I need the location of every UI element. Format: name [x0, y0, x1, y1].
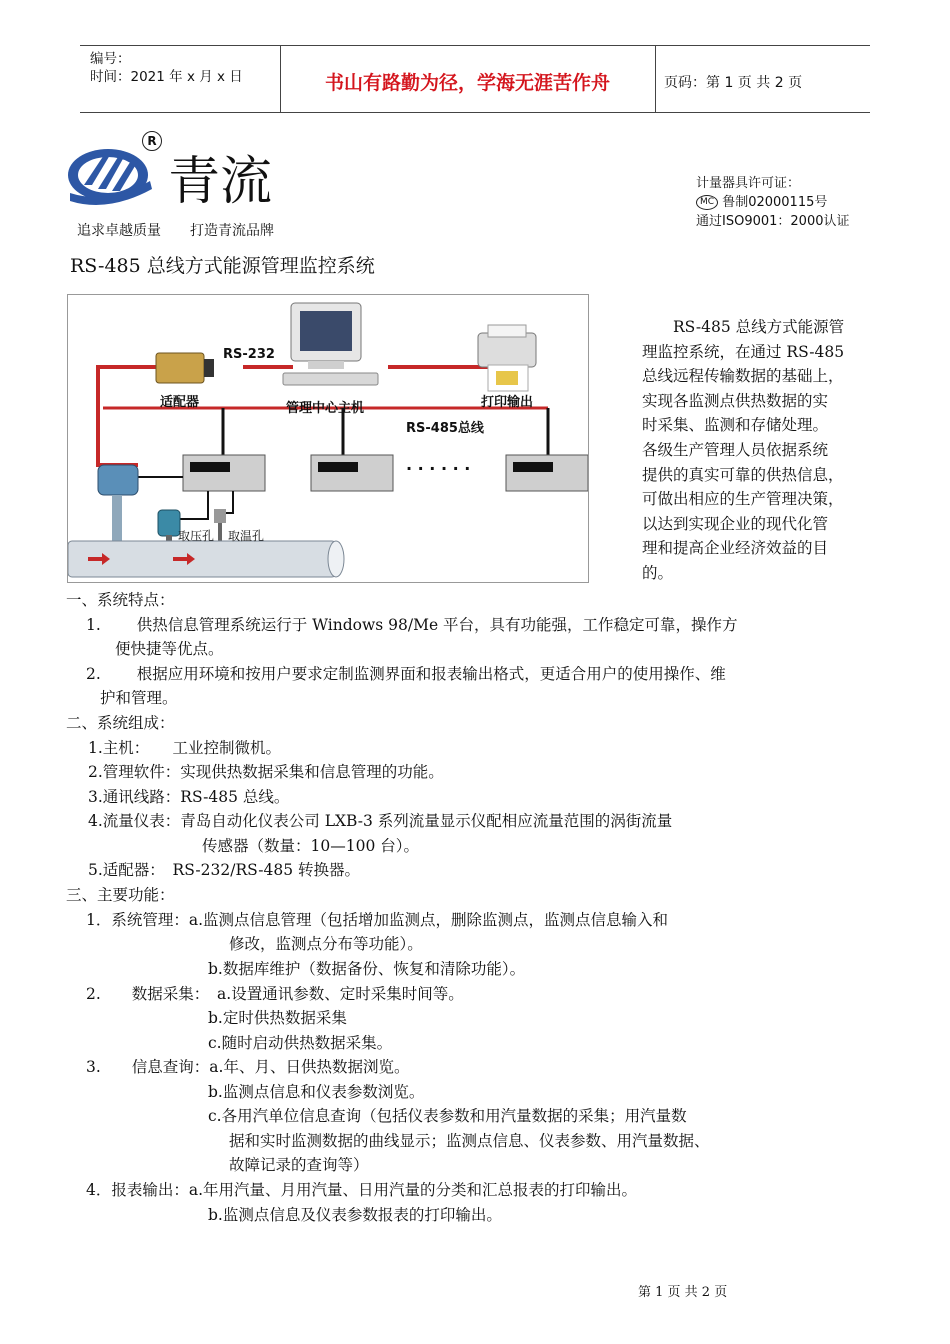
- host-label: 管理中心主机: [286, 401, 365, 416]
- function-1-line-2: 修改，监测点分布等功能）。: [229, 935, 423, 953]
- feature-2-line-2: 护和管理。: [100, 689, 178, 707]
- registered-mark: R: [142, 131, 162, 151]
- function-4-line-1: 4．报表输出：a.年用汽量、月用汽量、日用汽量的分类和汇总报表的打印输出。: [86, 1181, 638, 1199]
- side-line: 实现各监测点供热数据的实: [642, 391, 829, 410]
- page-title: RS-485 总线方式能源管理监控系统: [70, 255, 375, 277]
- side-line: 的。: [642, 563, 674, 582]
- component-4-line-2: 传感器（数量：10—100 台）。: [202, 837, 419, 855]
- dots-label: · · · · · ·: [406, 459, 471, 478]
- cert-license-number: 鲁制02000115号: [722, 195, 828, 210]
- page-footer: 第 1 页 共 2 页: [638, 1285, 728, 1300]
- side-line: 可做出相应的生产管理决策，: [642, 490, 844, 509]
- temp-hole-label: 取温孔: [228, 529, 265, 543]
- brand-name: 青流: [168, 152, 273, 212]
- component-1: 1.主机： 工业控制微机。: [88, 739, 282, 757]
- side-line: 理和提高企业经济效益的目: [642, 539, 829, 558]
- side-line: 各级生产管理人员依据系统: [642, 440, 829, 459]
- function-3-line-5: 故障记录的查询等）: [229, 1156, 369, 1174]
- feature-2-line-1: 2. 根据应用环境和按用户要求定制监测界面和报表输出格式，更适合用户的使用操作、维: [86, 665, 726, 683]
- mc-mark-icon: MC: [696, 195, 718, 210]
- side-line: 以达到实现企业的现代化管: [642, 514, 829, 533]
- rs485-label: RS-485总线: [406, 421, 484, 436]
- function-3-line-4: 据和实时监测数据的曲线显示；监测点信息、仪表参数、用汽量数据、: [229, 1132, 710, 1150]
- component-3: 3.通讯线路：RS-485 总线。: [88, 788, 290, 806]
- motto: 书山有路勤为径，学海无涯苦作舟: [324, 72, 610, 94]
- time-label: 时间：2021 年 x 月 x 日: [90, 69, 243, 85]
- company-logo: [66, 133, 176, 213]
- component-5: 5.适配器： RS-232/RS-485 转换器。: [88, 861, 361, 879]
- function-3-line-1: 3. 信息查询：a.年、月、日供热数据浏览。: [86, 1058, 410, 1076]
- header-table: [80, 45, 870, 113]
- header-divider: [655, 46, 656, 112]
- feature-1-line-1: 1. 供热信息管理系统运行于 Windows 98/Me 平台，具有功能强，工作稳定可靠，操作方: [86, 616, 738, 634]
- section-1-title: 一、系统特点：: [66, 591, 175, 609]
- slogan-right: 打造青流品牌: [190, 223, 274, 239]
- component-2: 2.管理软件：实现供热数据采集和信息管理的功能。: [88, 763, 444, 781]
- cert-iso: 通过ISO9001：2000认证: [696, 214, 850, 229]
- function-3-line-3: c.各用汽单位信息查询（包括仪表参数和用汽量数据的采集；用汽量数: [208, 1107, 687, 1125]
- pressure-hole-label: 取压孔: [178, 529, 215, 543]
- function-4-line-2: b.监测点信息及仪表参数报表的打印输出。: [208, 1206, 502, 1224]
- side-line: 总线远程传输数据的基础上，: [642, 367, 844, 386]
- side-line: 理监控系统，在通过 RS-485: [642, 342, 845, 361]
- function-2-line-1: 2. 数据采集： a.设置通讯参数、定时采集时间等。: [86, 985, 464, 1003]
- component-4-line-1: 4.流量仪表：青岛自动化仪表公司 LXB-3 系列流量显示仪配相应流量范围的涡街流量: [88, 812, 673, 830]
- certificate-info: [696, 174, 850, 231]
- number-label: 编号：: [90, 51, 131, 67]
- cert-license-label: 计量器具许可证：: [696, 176, 801, 191]
- header-meta: [90, 50, 243, 86]
- section-2-title: 二、系统组成：: [66, 714, 175, 732]
- section-3-title: 三、主要功能：: [66, 886, 175, 904]
- side-description: [642, 315, 892, 586]
- function-1-line-1: 1．系统管理：a.监测点信息管理（包括增加监测点，删除监测点，监测点信息输入和: [86, 911, 669, 929]
- system-diagram: [67, 294, 589, 583]
- diagram-graphic: [68, 295, 588, 582]
- feature-1-line-2: 便快捷等优点。: [115, 640, 224, 658]
- side-line: 提供的真实可靠的供热信息，: [642, 465, 844, 484]
- slogan-left: 追求卓越质量: [77, 223, 161, 239]
- cert-license-row: [696, 193, 850, 212]
- function-3-line-2: b.监测点信息和仪表参数浏览。: [208, 1083, 425, 1101]
- adapter-label: 适配器: [160, 395, 200, 410]
- rs232-label: RS-232: [223, 347, 275, 362]
- page-info: 页码：第 1 页 共 2 页: [664, 75, 803, 91]
- side-line: RS-485 总线方式能源管: [642, 318, 845, 336]
- function-2-line-2: b.定时供热数据采集: [208, 1009, 347, 1027]
- function-2-line-3: c.随时启动供热数据采集。: [208, 1034, 393, 1052]
- side-line: 时采集、监测和存储处理。: [642, 416, 829, 435]
- function-1-line-3: b.数据库维护（数据备份、恢复和清除功能）。: [208, 960, 526, 978]
- printer-label: 打印输出: [481, 395, 534, 410]
